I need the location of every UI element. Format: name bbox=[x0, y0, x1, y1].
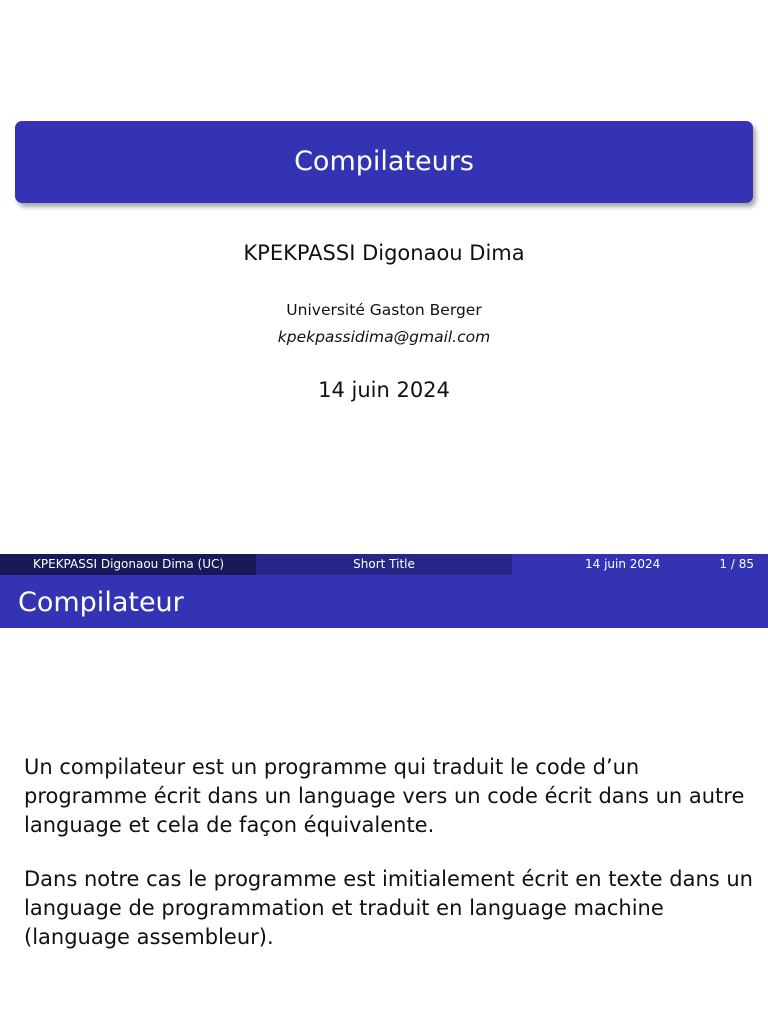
footer-date: 14 juin 2024 bbox=[585, 557, 661, 571]
frame-title-bar bbox=[0, 575, 768, 628]
page-number: 1 / 85 bbox=[719, 557, 754, 571]
footer-short-title: Short Title bbox=[353, 557, 415, 571]
footer-author-segment bbox=[0, 554, 256, 575]
footer-date-segment bbox=[512, 554, 768, 575]
slide-footer bbox=[0, 554, 768, 575]
author-name: KPEKPASSI Digonaou Dima bbox=[243, 241, 525, 265]
institute: Université Gaston Berger bbox=[286, 301, 482, 319]
slide-title-box bbox=[15, 121, 753, 203]
frame-title: Compilateur bbox=[18, 587, 184, 618]
slide-title: Compilateurs bbox=[294, 146, 474, 177]
footer-title-segment bbox=[256, 554, 512, 575]
body-paragraph-2: Dans notre cas le programme est imitialement écrit en texte dans un language de programmation et traduit en language machine (language assembleur). bbox=[24, 867, 753, 949]
presentation-date: 14 juin 2024 bbox=[318, 378, 450, 402]
author-email: kpekpassidima@gmail.com bbox=[277, 328, 491, 346]
body-paragraph-1: Un compilateur est un programme qui traduit le code d’un programme écrit dans un language vers un code écrit dans un autre language et cela de façon équivalente. bbox=[24, 755, 745, 837]
footer-author: KPEKPASSI Digonaou Dima (UC) bbox=[33, 557, 225, 571]
